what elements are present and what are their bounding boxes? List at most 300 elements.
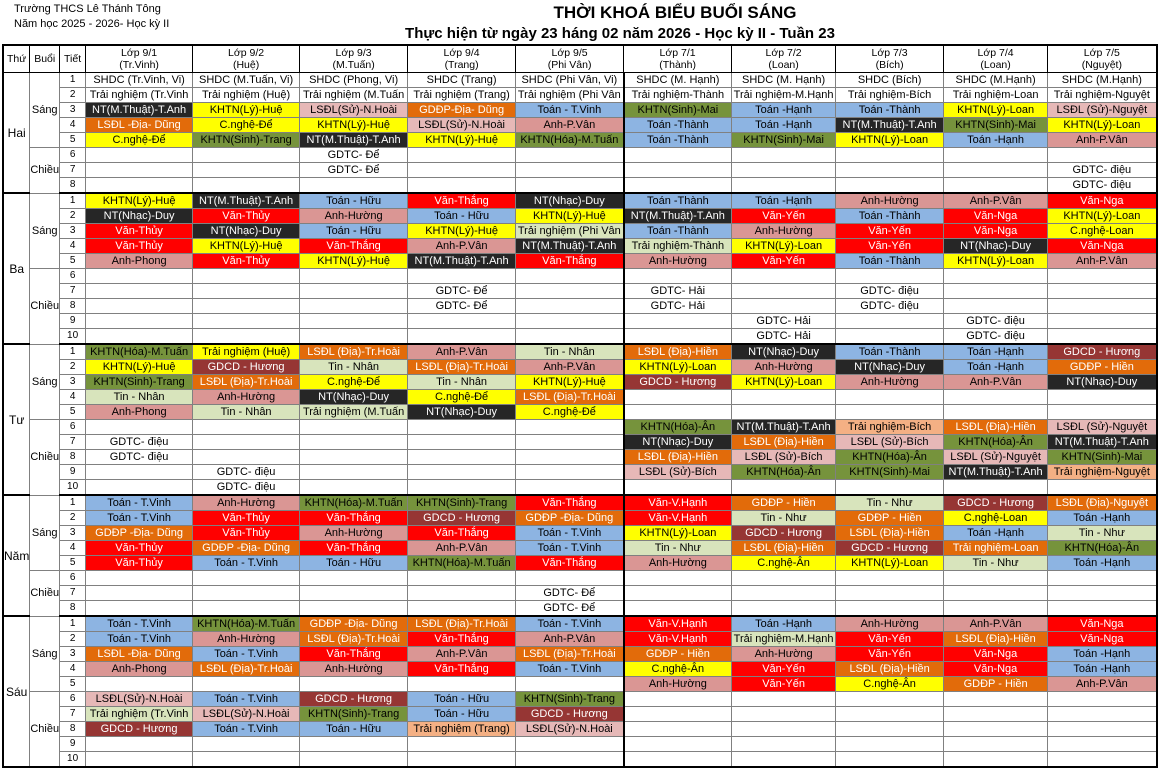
schedule-cell[interactable]: Trải nghiệm-Loan <box>944 541 1048 556</box>
schedule-cell[interactable] <box>836 390 944 405</box>
schedule-cell[interactable]: Trải nghiệm-M.Hạnh <box>732 632 836 647</box>
schedule-cell[interactable]: LSĐL (Địa)-Tr.Hoài <box>193 662 300 677</box>
schedule-cell[interactable]: KHTN(Sinh)-Trang <box>408 495 516 511</box>
schedule-cell[interactable]: Toán - T.Vinh <box>516 662 624 677</box>
schedule-cell[interactable]: Văn-Yến <box>836 632 944 647</box>
schedule-cell[interactable]: GDĐP -Địa- Dũng <box>193 541 300 556</box>
schedule-cell[interactable]: GDCD - Hương <box>836 541 944 556</box>
schedule-cell[interactable]: Trải nghiệm-Nguyệt <box>1048 88 1157 103</box>
schedule-cell[interactable] <box>516 571 624 586</box>
schedule-cell[interactable]: NT(M.Thuật)-T.Anh <box>193 193 300 209</box>
schedule-cell[interactable]: Trải nghiệm-Bích <box>836 88 944 103</box>
schedule-cell[interactable] <box>944 405 1048 420</box>
schedule-cell[interactable]: Văn-Thắng <box>408 632 516 647</box>
schedule-cell[interactable]: Văn-Yến <box>836 239 944 254</box>
schedule-cell[interactable] <box>732 692 836 707</box>
schedule-cell[interactable]: Văn-Thủy <box>193 526 300 541</box>
schedule-cell[interactable]: Anh-P.Vân <box>408 647 516 662</box>
schedule-cell[interactable] <box>86 465 193 480</box>
schedule-cell[interactable] <box>86 480 193 496</box>
schedule-cell[interactable]: Toán - T.Vinh <box>516 526 624 541</box>
schedule-cell[interactable]: SHDC (Trang) <box>408 73 516 88</box>
schedule-cell[interactable]: Toán - T.Vinh <box>193 722 300 737</box>
schedule-cell[interactable]: GDTC- Để <box>516 601 624 617</box>
schedule-cell[interactable]: NT(M.Thuật)-T.Anh <box>516 239 624 254</box>
schedule-cell[interactable]: Văn-Nga <box>1048 616 1157 632</box>
schedule-cell[interactable]: Toán -Hạnh <box>732 193 836 209</box>
schedule-cell[interactable] <box>836 269 944 284</box>
schedule-cell[interactable] <box>732 148 836 163</box>
schedule-cell[interactable]: Trải nghiệm-Loan <box>944 88 1048 103</box>
schedule-cell[interactable] <box>1048 299 1157 314</box>
schedule-cell[interactable] <box>944 707 1048 722</box>
schedule-cell[interactable]: SHDC (Tr.Vinh, Vi) <box>86 73 193 88</box>
schedule-cell[interactable]: Trải nghiệm (Trang) <box>408 722 516 737</box>
schedule-cell[interactable]: Anh-P.Vân <box>408 239 516 254</box>
schedule-cell[interactable]: LSĐL (Địa)-Tr.Hoài <box>300 344 408 360</box>
schedule-cell[interactable]: C.nghệ-Để <box>300 375 408 390</box>
schedule-cell[interactable]: NT(Nhạc)-Duy <box>836 360 944 375</box>
schedule-cell[interactable] <box>944 737 1048 752</box>
schedule-cell[interactable]: GDCD - Hương <box>408 511 516 526</box>
schedule-cell[interactable] <box>408 163 516 178</box>
schedule-cell[interactable]: Văn-Nga <box>944 209 1048 224</box>
schedule-cell[interactable] <box>836 163 944 178</box>
schedule-cell[interactable]: Tin - Như <box>624 541 732 556</box>
schedule-cell[interactable]: GDTC- điệu <box>193 480 300 496</box>
schedule-cell[interactable] <box>1048 722 1157 737</box>
schedule-cell[interactable]: NT(Nhạc)-Duy <box>300 390 408 405</box>
schedule-cell[interactable] <box>300 752 408 768</box>
schedule-cell[interactable] <box>624 571 732 586</box>
schedule-cell[interactable] <box>193 299 300 314</box>
schedule-cell[interactable]: Anh-Hường <box>624 254 732 269</box>
schedule-cell[interactable]: KHTN(Hóa)-Ân <box>944 435 1048 450</box>
schedule-cell[interactable]: GDĐP - Hiền <box>944 677 1048 692</box>
schedule-cell[interactable]: Anh-P.Vân <box>1048 677 1157 692</box>
schedule-cell[interactable] <box>193 571 300 586</box>
schedule-cell[interactable] <box>86 329 193 345</box>
schedule-cell[interactable]: LSĐL (Địa)-Tr.Hoài <box>300 632 408 647</box>
schedule-cell[interactable]: LSĐL (Địa)-Hiền <box>624 450 732 465</box>
schedule-cell[interactable] <box>624 390 732 405</box>
schedule-cell[interactable] <box>193 269 300 284</box>
schedule-cell[interactable] <box>86 178 193 194</box>
schedule-cell[interactable]: Anh-Hường <box>624 556 732 571</box>
schedule-cell[interactable]: Anh-P.Vân <box>516 360 624 375</box>
schedule-cell[interactable]: Toán - Hữu <box>408 692 516 707</box>
schedule-cell[interactable] <box>193 677 300 692</box>
schedule-cell[interactable]: NT(Nhạc)-Duy <box>1048 375 1157 390</box>
schedule-cell[interactable]: Văn-Thắng <box>300 541 408 556</box>
schedule-cell[interactable] <box>300 450 408 465</box>
schedule-cell[interactable]: Tin - Như <box>732 511 836 526</box>
schedule-cell[interactable] <box>86 269 193 284</box>
schedule-cell[interactable] <box>86 601 193 617</box>
schedule-cell[interactable]: KHTN(Sinh)-Trang <box>300 707 408 722</box>
schedule-cell[interactable]: LSĐL(Sử)-N.Hoài <box>193 707 300 722</box>
schedule-cell[interactable]: Toán -Hạnh <box>1048 556 1157 571</box>
schedule-cell[interactable] <box>944 692 1048 707</box>
schedule-cell[interactable]: Toán - T.Vinh <box>86 632 193 647</box>
schedule-cell[interactable]: Anh-P.Vân <box>944 375 1048 390</box>
schedule-cell[interactable] <box>836 601 944 617</box>
schedule-cell[interactable]: Toán - T.Vinh <box>516 616 624 632</box>
schedule-cell[interactable]: Anh-Hường <box>732 360 836 375</box>
schedule-cell[interactable] <box>836 148 944 163</box>
schedule-cell[interactable]: KHTN(Hóa)-M.Tuấn <box>516 133 624 148</box>
schedule-cell[interactable]: Văn-Thắng <box>300 647 408 662</box>
schedule-cell[interactable]: KHTN(Hóa)-M.Tuấn <box>408 556 516 571</box>
schedule-cell[interactable] <box>732 737 836 752</box>
schedule-cell[interactable]: KHTN(Lý)-Huệ <box>516 209 624 224</box>
schedule-cell[interactable] <box>836 329 944 345</box>
schedule-cell[interactable]: LSĐL (Địa)-Hiền <box>944 632 1048 647</box>
schedule-cell[interactable] <box>300 269 408 284</box>
schedule-cell[interactable]: KHTN(Sinh)-Trang <box>516 692 624 707</box>
schedule-cell[interactable] <box>836 722 944 737</box>
schedule-cell[interactable] <box>836 586 944 601</box>
schedule-cell[interactable]: Văn-Thắng <box>408 526 516 541</box>
schedule-cell[interactable] <box>300 571 408 586</box>
schedule-cell[interactable]: Toán - T.Vinh <box>193 647 300 662</box>
schedule-cell[interactable]: Tin - Nhân <box>193 405 300 420</box>
schedule-cell[interactable] <box>1048 586 1157 601</box>
schedule-cell[interactable] <box>516 148 624 163</box>
schedule-cell[interactable]: LSĐL (Sử)-Bích <box>836 435 944 450</box>
schedule-cell[interactable]: Anh-Hường <box>732 647 836 662</box>
schedule-cell[interactable]: Văn-Yến <box>732 254 836 269</box>
schedule-cell[interactable] <box>300 420 408 435</box>
schedule-cell[interactable]: Tin - Như <box>836 495 944 511</box>
schedule-cell[interactable] <box>408 450 516 465</box>
schedule-cell[interactable]: KHTN(Lý)-Loan <box>836 133 944 148</box>
schedule-cell[interactable]: Toán -Thành <box>624 133 732 148</box>
schedule-cell[interactable]: NT(Nhạc)-Duy <box>944 239 1048 254</box>
schedule-cell[interactable]: Trải nghiệm-Bích <box>836 420 944 435</box>
schedule-cell[interactable]: Văn-Thắng <box>408 662 516 677</box>
schedule-cell[interactable] <box>732 571 836 586</box>
schedule-cell[interactable]: GDTC- Để <box>408 284 516 299</box>
schedule-cell[interactable]: Trải nghiệm-Thành <box>624 88 732 103</box>
schedule-cell[interactable]: KHTN(Lý)-Huệ <box>193 239 300 254</box>
schedule-cell[interactable] <box>1048 480 1157 496</box>
schedule-cell[interactable]: KHTN(Lý)-Huệ <box>193 103 300 118</box>
schedule-cell[interactable]: GDCD - Hương <box>516 707 624 722</box>
schedule-cell[interactable] <box>408 480 516 496</box>
schedule-cell[interactable]: GDTC- Hải <box>732 314 836 329</box>
schedule-cell[interactable]: Toán - T.Vinh <box>193 556 300 571</box>
schedule-cell[interactable] <box>408 329 516 345</box>
schedule-cell[interactable]: Trải nghiệm (Tr.Vinh <box>86 88 193 103</box>
schedule-cell[interactable] <box>408 601 516 617</box>
schedule-cell[interactable] <box>516 450 624 465</box>
schedule-cell[interactable]: C.nghệ-Để <box>408 390 516 405</box>
schedule-cell[interactable]: Anh-P.Vân <box>408 344 516 360</box>
schedule-cell[interactable]: Văn-V.Hạnh <box>624 632 732 647</box>
schedule-cell[interactable]: GDTC- Để <box>300 163 408 178</box>
schedule-cell[interactable] <box>624 707 732 722</box>
schedule-cell[interactable] <box>516 178 624 194</box>
schedule-cell[interactable] <box>944 752 1048 768</box>
schedule-cell[interactable] <box>624 480 732 496</box>
schedule-cell[interactable]: Toán -Thành <box>624 118 732 133</box>
schedule-cell[interactable]: NT(Nhạc)-Duy <box>624 435 732 450</box>
schedule-cell[interactable]: LSĐL -Địa- Dũng <box>86 118 193 133</box>
schedule-cell[interactable]: Toán -Hạnh <box>1048 662 1157 677</box>
schedule-cell[interactable]: Anh-P.Vân <box>944 193 1048 209</box>
schedule-cell[interactable]: Văn-Thủy <box>193 511 300 526</box>
schedule-cell[interactable]: LSĐL (Sử)-Bích <box>732 450 836 465</box>
schedule-cell[interactable]: Anh-Hường <box>624 677 732 692</box>
schedule-cell[interactable] <box>1048 692 1157 707</box>
schedule-cell[interactable]: Toán -Hạnh <box>1048 511 1157 526</box>
schedule-cell[interactable]: Anh-Hường <box>836 616 944 632</box>
schedule-cell[interactable]: NT(Nhạc)-Duy <box>516 193 624 209</box>
schedule-cell[interactable]: Văn-Thắng <box>300 511 408 526</box>
schedule-cell[interactable] <box>624 148 732 163</box>
schedule-cell[interactable]: GDĐP -Địa- Dũng <box>300 616 408 632</box>
schedule-cell[interactable]: C.nghệ-Loan <box>944 511 1048 526</box>
schedule-cell[interactable]: GDTC- Hải <box>624 284 732 299</box>
schedule-cell[interactable] <box>408 435 516 450</box>
schedule-cell[interactable] <box>944 722 1048 737</box>
schedule-cell[interactable]: C.nghệ-Ân <box>836 677 944 692</box>
schedule-cell[interactable]: KHTN(Sinh)-Mai <box>1048 450 1157 465</box>
schedule-cell[interactable]: KHTN(Lý)-Huệ <box>408 224 516 239</box>
schedule-cell[interactable]: GDTC- điệu <box>836 299 944 314</box>
schedule-cell[interactable] <box>732 163 836 178</box>
schedule-cell[interactable] <box>732 752 836 768</box>
schedule-cell[interactable]: GDĐP -Địa- Dũng <box>86 526 193 541</box>
schedule-cell[interactable]: Toán - T.Vinh <box>193 692 300 707</box>
schedule-cell[interactable]: Anh-Hường <box>193 632 300 647</box>
schedule-cell[interactable] <box>624 163 732 178</box>
schedule-cell[interactable] <box>732 480 836 496</box>
schedule-cell[interactable]: LSĐL (Địa)-Hiền <box>944 420 1048 435</box>
schedule-cell[interactable]: SHDC (M. Hạnh) <box>624 73 732 88</box>
schedule-cell[interactable]: Anh-P.Vân <box>1048 133 1157 148</box>
schedule-cell[interactable]: Văn-Thủy <box>86 224 193 239</box>
schedule-cell[interactable]: KHTN(Hóa)-M.Tuấn <box>86 344 193 360</box>
schedule-cell[interactable]: Toán - T.Vinh <box>86 616 193 632</box>
schedule-cell[interactable]: LSĐL (Địa)-Tr.Hoài <box>193 375 300 390</box>
schedule-cell[interactable]: Tin - Nhân <box>300 360 408 375</box>
schedule-cell[interactable]: KHTN(Lý)-Loan <box>944 254 1048 269</box>
schedule-cell[interactable] <box>1048 329 1157 345</box>
schedule-cell[interactable]: KHTN(Lý)-Loan <box>1048 118 1157 133</box>
schedule-cell[interactable] <box>300 586 408 601</box>
schedule-cell[interactable] <box>193 450 300 465</box>
schedule-cell[interactable]: C.nghệ-Để <box>193 118 300 133</box>
schedule-cell[interactable]: Anh-P.Vân <box>516 118 624 133</box>
schedule-cell[interactable] <box>516 299 624 314</box>
schedule-cell[interactable]: Anh-Hường <box>193 495 300 511</box>
schedule-cell[interactable]: Văn-Thắng <box>516 254 624 269</box>
schedule-cell[interactable] <box>624 692 732 707</box>
schedule-cell[interactable]: KHTN(Hóa)-M.Tuấn <box>300 495 408 511</box>
schedule-cell[interactable] <box>408 269 516 284</box>
schedule-cell[interactable]: KHTN(Lý)-Huệ <box>86 360 193 375</box>
schedule-cell[interactable]: KHTN(Hóa)-Ân <box>732 465 836 480</box>
schedule-cell[interactable]: LSĐL (Địa)-Hiền <box>732 541 836 556</box>
schedule-cell[interactable]: GDCD - Hương <box>624 375 732 390</box>
schedule-cell[interactable] <box>300 601 408 617</box>
schedule-cell[interactable]: GDCD - Hương <box>193 360 300 375</box>
schedule-cell[interactable]: Anh-Phong <box>86 254 193 269</box>
schedule-cell[interactable]: LSĐL(Sử)-N.Hoài <box>516 722 624 737</box>
schedule-cell[interactable]: Văn-Thủy <box>86 541 193 556</box>
schedule-cell[interactable]: Tin - Nhân <box>86 390 193 405</box>
schedule-cell[interactable]: LSĐL (Sử)-Nguyệt <box>1048 103 1157 118</box>
schedule-cell[interactable] <box>624 269 732 284</box>
schedule-cell[interactable]: C.nghệ-Ân <box>624 662 732 677</box>
schedule-cell[interactable]: Toán -Hạnh <box>732 118 836 133</box>
schedule-cell[interactable]: Toán -Thành <box>624 193 732 209</box>
schedule-cell[interactable]: GDCD - Hương <box>944 495 1048 511</box>
schedule-cell[interactable] <box>516 269 624 284</box>
schedule-cell[interactable]: GDTC- Để <box>516 586 624 601</box>
schedule-cell[interactable] <box>732 601 836 617</box>
schedule-cell[interactable] <box>1048 571 1157 586</box>
schedule-cell[interactable]: Anh-Hường <box>732 224 836 239</box>
schedule-cell[interactable]: KHTN(Sinh)-Mai <box>732 133 836 148</box>
schedule-cell[interactable] <box>193 163 300 178</box>
schedule-cell[interactable] <box>516 420 624 435</box>
schedule-cell[interactable] <box>944 601 1048 617</box>
schedule-cell[interactable]: Toán - Hữu <box>408 209 516 224</box>
schedule-cell[interactable] <box>516 752 624 768</box>
schedule-cell[interactable] <box>86 420 193 435</box>
schedule-cell[interactable]: Toán -Thành <box>624 224 732 239</box>
schedule-cell[interactable]: Trải nghiệm (Huệ) <box>193 344 300 360</box>
schedule-cell[interactable]: GDTC- điệu <box>1048 178 1157 194</box>
schedule-cell[interactable]: Tin - Nhân <box>408 375 516 390</box>
schedule-cell[interactable]: NT(M.Thuật)-T.Anh <box>300 133 408 148</box>
schedule-cell[interactable]: Trải nghiệm (Huệ) <box>193 88 300 103</box>
schedule-cell[interactable]: LSĐL (Địa)-Tr.Hoài <box>516 390 624 405</box>
schedule-cell[interactable]: GDTC- Hải <box>732 329 836 345</box>
schedule-cell[interactable] <box>1048 148 1157 163</box>
schedule-cell[interactable]: GDĐP - Hiền <box>624 647 732 662</box>
schedule-cell[interactable]: KHTN(Hóa)-M.Tuấn <box>193 616 300 632</box>
schedule-cell[interactable]: Văn-Yến <box>836 224 944 239</box>
schedule-cell[interactable] <box>1048 601 1157 617</box>
schedule-cell[interactable]: Trải nghiệm (Phi Vân <box>516 224 624 239</box>
schedule-cell[interactable]: KHTN(Lý)-Loan <box>944 103 1048 118</box>
schedule-cell[interactable] <box>193 420 300 435</box>
schedule-cell[interactable]: GDĐP - Hiền <box>836 511 944 526</box>
schedule-cell[interactable] <box>624 178 732 194</box>
schedule-cell[interactable]: Văn-Thắng <box>408 193 516 209</box>
schedule-cell[interactable] <box>516 329 624 345</box>
schedule-cell[interactable]: Toán - Hữu <box>300 722 408 737</box>
schedule-cell[interactable] <box>624 329 732 345</box>
schedule-cell[interactable]: Anh-P.Vân <box>516 632 624 647</box>
schedule-cell[interactable] <box>300 677 408 692</box>
schedule-cell[interactable] <box>193 752 300 768</box>
schedule-cell[interactable]: NT(Nhạc)-Duy <box>193 224 300 239</box>
schedule-cell[interactable]: Trải nghiệm-Nguyệt <box>1048 465 1157 480</box>
schedule-cell[interactable] <box>732 405 836 420</box>
schedule-cell[interactable]: GDCD - Hương <box>1048 344 1157 360</box>
schedule-cell[interactable]: Trải nghiệm (M.Tuấn <box>300 405 408 420</box>
schedule-cell[interactable] <box>836 571 944 586</box>
schedule-cell[interactable]: Trải nghiệm (Trang) <box>408 88 516 103</box>
schedule-cell[interactable] <box>732 299 836 314</box>
schedule-cell[interactable] <box>1048 314 1157 329</box>
schedule-cell[interactable] <box>944 480 1048 496</box>
schedule-cell[interactable]: Văn-Yến <box>732 209 836 224</box>
schedule-cell[interactable]: Văn-Thắng <box>516 556 624 571</box>
schedule-cell[interactable]: Trải nghiệm (Tr.Vinh <box>86 707 193 722</box>
schedule-cell[interactable] <box>836 178 944 194</box>
schedule-cell[interactable] <box>193 284 300 299</box>
schedule-cell[interactable]: Toán - Hữu <box>300 193 408 209</box>
schedule-cell[interactable] <box>836 480 944 496</box>
schedule-cell[interactable]: Văn-V.Hạnh <box>624 511 732 526</box>
schedule-cell[interactable]: NT(Nhạc)-Duy <box>408 405 516 420</box>
schedule-cell[interactable]: Anh-Hường <box>300 526 408 541</box>
schedule-cell[interactable]: LSĐL (Sử)-Bích <box>624 465 732 480</box>
schedule-cell[interactable] <box>944 284 1048 299</box>
schedule-cell[interactable] <box>300 329 408 345</box>
schedule-cell[interactable]: KHTN(Sinh)-Mai <box>624 103 732 118</box>
schedule-cell[interactable]: NT(Nhạc)-Duy <box>732 344 836 360</box>
schedule-cell[interactable]: SHDC (Phi Vân, Vi) <box>516 73 624 88</box>
schedule-cell[interactable]: SHDC (M.Hạnh) <box>944 73 1048 88</box>
schedule-cell[interactable] <box>193 435 300 450</box>
schedule-cell[interactable] <box>408 737 516 752</box>
schedule-cell[interactable] <box>408 314 516 329</box>
schedule-cell[interactable]: Văn-Thủy <box>193 254 300 269</box>
schedule-cell[interactable]: KHTN(Lý)-Huệ <box>516 375 624 390</box>
schedule-cell[interactable]: Văn-Yến <box>836 647 944 662</box>
schedule-cell[interactable]: Văn-Nga <box>1048 632 1157 647</box>
schedule-cell[interactable]: C.nghệ-Loan <box>1048 224 1157 239</box>
schedule-cell[interactable]: GDCD - Hương <box>300 692 408 707</box>
schedule-cell[interactable] <box>1048 405 1157 420</box>
schedule-cell[interactable] <box>732 707 836 722</box>
schedule-cell[interactable]: NT(Nhạc)-Duy <box>86 209 193 224</box>
schedule-cell[interactable]: LSĐL(Sử)-N.Hoài <box>300 103 408 118</box>
schedule-cell[interactable] <box>408 586 516 601</box>
schedule-cell[interactable]: SHDC (M. Hạnh) <box>732 73 836 88</box>
schedule-cell[interactable]: KHTN(Sinh)-Trang <box>193 133 300 148</box>
schedule-cell[interactable]: LSĐL (Địa)-Hiền <box>732 435 836 450</box>
schedule-cell[interactable]: KHTN(Lý)-Huệ <box>408 133 516 148</box>
schedule-cell[interactable]: GDTC- điệu <box>944 314 1048 329</box>
schedule-cell[interactable]: Toán - Hữu <box>408 707 516 722</box>
schedule-cell[interactable]: Tin - Như <box>1048 526 1157 541</box>
schedule-cell[interactable]: SHDC (Phong, Vi) <box>300 73 408 88</box>
schedule-cell[interactable]: LSĐL(Sử)-N.Hoài <box>86 692 193 707</box>
schedule-cell[interactable] <box>408 571 516 586</box>
schedule-cell[interactable] <box>944 148 1048 163</box>
schedule-cell[interactable]: Toán -Thành <box>836 344 944 360</box>
schedule-cell[interactable]: LSĐL (Địa)-Tr.Hoài <box>408 616 516 632</box>
schedule-cell[interactable] <box>836 752 944 768</box>
schedule-cell[interactable] <box>516 314 624 329</box>
schedule-cell[interactable] <box>1048 707 1157 722</box>
schedule-cell[interactable] <box>300 299 408 314</box>
schedule-cell[interactable]: KHTN(Lý)-Loan <box>836 556 944 571</box>
schedule-cell[interactable] <box>86 752 193 768</box>
schedule-cell[interactable]: SHDC (Bích) <box>836 73 944 88</box>
schedule-cell[interactable]: Văn-Yến <box>732 677 836 692</box>
schedule-cell[interactable] <box>732 722 836 737</box>
schedule-cell[interactable] <box>732 284 836 299</box>
